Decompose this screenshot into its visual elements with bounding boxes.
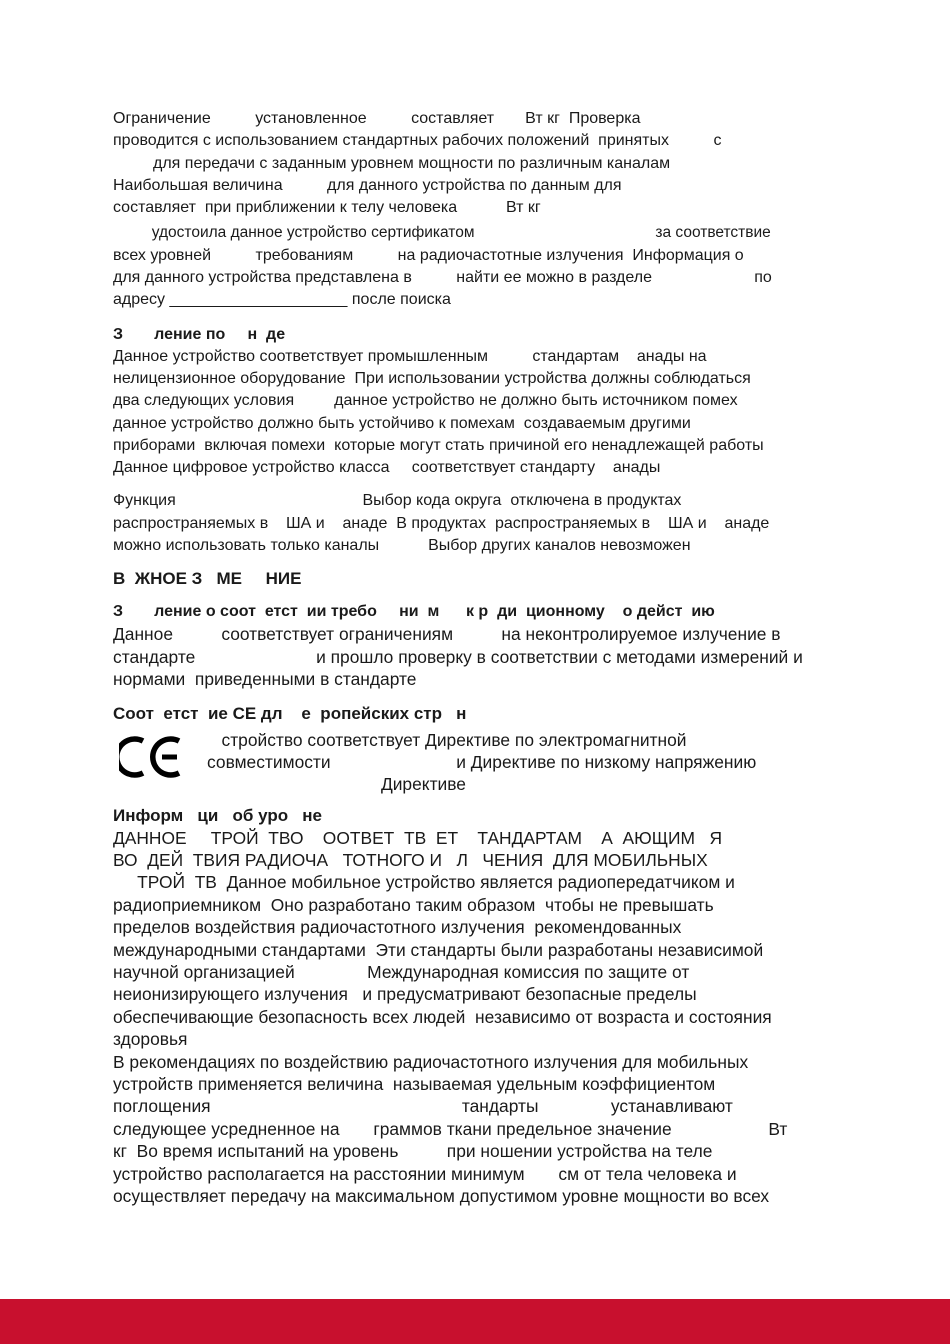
text-line: поглощения тандарты устанавливают	[113, 1096, 733, 1117]
rf-exposure-section	[113, 601, 835, 690]
text-line: здоровья	[113, 1029, 188, 1050]
text-line: радиоприемником Оно разработано таким образом чтобы не превышать	[113, 894, 714, 915]
text-line: ВО ДЕЙ ТВИЯ РАДИОЧА ТОТНОГО И Л ЧЕНИЯ ДЛЯ МОБИЛЬНЫХ	[113, 849, 708, 870]
certification-paragraph	[113, 222, 835, 311]
text-line: два следующих условия данное устройство не должно быть источником помех	[113, 392, 738, 410]
text-line: устройств применяется величина называемая удельным коэффициентом	[113, 1074, 716, 1095]
text-line: пределов воздействия радиочастотного излучения рекомендованных	[113, 917, 682, 938]
text-line: международными стандартами Эти стандарты были разработаны независимой	[113, 939, 764, 960]
text-line: приборами включая помехи которые могут стать причиной его ненадлежащей работы	[113, 436, 764, 454]
text-line: Директиве	[207, 774, 466, 795]
text-line: распространяемых в ША и анаде В продуктах распространяемых в ША и анаде	[113, 514, 770, 532]
text-line: В рекомендациях по воздействию радиочастотного излучения для мобильных	[113, 1051, 749, 1072]
footer-bar	[0, 1299, 950, 1344]
ce-statement	[113, 729, 835, 807]
text-line: ДАННОЕ ТРОЙ ТВО ООТВЕТ ТВ ЕТ ТАНДАРТАМ А АЮЩИМ Я	[113, 827, 723, 848]
section-heading: З ление о соот етст ии требо ни м к р ди ционному о дейст ию	[113, 603, 715, 621]
text-line: нелицензионное оборудование При использовании устройства должны соблюдаться	[113, 369, 751, 387]
text-line: для данного устройства представлена в найти ее можно в разделе по	[113, 269, 772, 287]
section-heading: Информ ци об уро не	[113, 805, 322, 825]
text-line: стройство соответствует Директиве по электромагнитной	[207, 729, 687, 750]
important-notice-heading: В ЖНОЕ З МЕ НИЕ	[113, 569, 302, 589]
text-line: Наибольшая величина для данного устройства по данным для	[113, 176, 622, 194]
text-line: совместимости и Директиве по низкому напряжению	[207, 751, 757, 772]
sar-info-section	[113, 805, 835, 1208]
text-line: удостоила данное устройство сертификатом за соответствие	[113, 224, 771, 242]
text-line: для передачи с заданным уровнем мощности по различным каналам	[113, 154, 671, 172]
ce-section	[113, 703, 835, 807]
document-body	[113, 108, 835, 1207]
country-code-paragraph	[113, 490, 835, 557]
text-line: стандарте и прошло проверку в соответствии с методами измерений и	[113, 646, 803, 667]
text-line: проводится с использованием стандартных рабочих положений принятых с	[113, 132, 722, 150]
text-line: данное устройство должно быть устойчиво к помехам создаваемым другими	[113, 414, 691, 432]
text-line: Данное цифровое устройство класса соответствует стандарту анады	[113, 459, 661, 477]
text-line: неионизирующего излучения и предусматривают безопасные пределы	[113, 984, 697, 1005]
text-line: обеспечивающие безопасность всех людей независимо от возраста и состояния	[113, 1006, 772, 1027]
section-heading: З ление по н де	[113, 325, 286, 343]
sar-limit-paragraph	[113, 108, 835, 219]
text-line: адресу ____________________ после поиска	[113, 291, 451, 309]
text-line: Ограничение установленное составляет Вт кг Проверка	[113, 110, 641, 127]
text-line: Данное устройство соответствует промышленным стандартам анады на	[113, 347, 707, 365]
text-line: Функция Выбор кода округа отключена в продуктах	[113, 492, 682, 510]
text-line: устройство располагается на расстоянии минимум см от тела человека и	[113, 1163, 737, 1184]
text-line: всех уровней требованиям на радиочастотные излучения Информация о	[113, 246, 744, 264]
text-line: можно использовать только каналы Выбор других каналов невозможен	[113, 537, 691, 555]
canada-section	[113, 324, 835, 480]
text-line: осуществляет передачу на максимальном допустимом уровне мощности во всех	[113, 1186, 770, 1207]
section-heading: Соот етст ие CE дл е ропейских стр н	[113, 703, 467, 723]
text-line: нормами приведенными в стандарте	[113, 669, 417, 690]
text-line: научной организацией Международная комиссия по защите от	[113, 962, 690, 982]
text-line: составляет при приближении к телу человека Вт кг	[113, 199, 541, 217]
text-line: ТРОЙ ТВ Данное мобильное устройство является радиопередатчиком и	[113, 872, 735, 893]
text-line: кг Во время испытаний на уровень при ношении устройства на теле	[113, 1141, 713, 1162]
text-line: следующее усредненное на граммов ткани предельное значение Вт	[113, 1118, 788, 1139]
text-line: Данное соответствует ограничениям на неконтролируемое излучение в	[113, 624, 781, 645]
ce-mark-icon	[119, 735, 185, 779]
